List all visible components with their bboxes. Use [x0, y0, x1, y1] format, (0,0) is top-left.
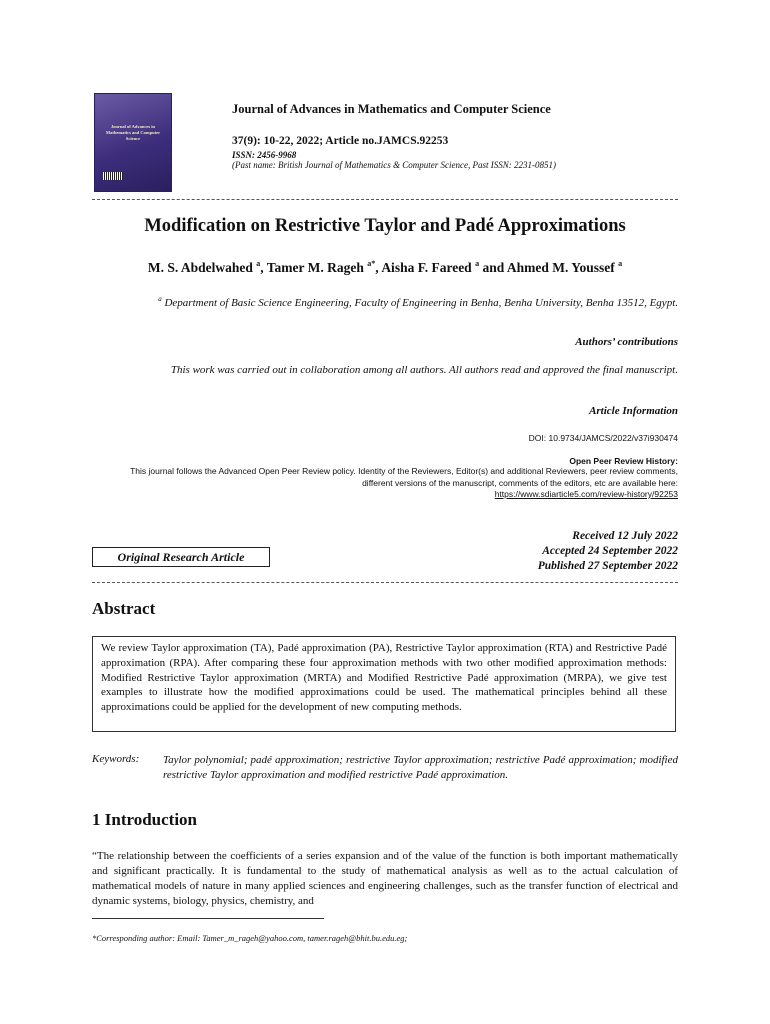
- author-conjunction: and: [479, 260, 507, 275]
- received-date: Received 12 July 2022: [572, 530, 678, 542]
- author-separator: ,: [375, 260, 382, 275]
- journal-volume: 37(9): 10-22, 2022; Article no.JAMCS.92253: [232, 135, 449, 147]
- author-name: Aisha F. Fareed: [381, 260, 472, 275]
- doi-text[interactable]: DOI: 10.9734/JAMCS/2022/v37i930474: [528, 433, 678, 443]
- info-divider: [92, 582, 678, 583]
- keywords-text: Taylor polynomial; padé approximation; restrictive Taylor approximation; restrictive Padé approximation; modified restrictive Taylor approximation and modified restrictive Padé approximation.: [163, 754, 678, 781]
- corresponding-author-footnote: *Corresponding author: Email: Tamer_m_rageh@yahoo.com, tamer.rageh@bhit.bu.edu.eg;: [92, 933, 408, 943]
- introduction-text: “The relationship between the coefficients of a series expansion and of the value of the function is both important mathematically and significant practically. It is fundamental to the study of mathematical analysis as well as to the actual calculation of mathematical models of nature in many applied sciences and engineering challenges, such as the transfer function of electrical and dynamic systems, biology, physics, chemistry, and: [92, 850, 678, 907]
- published-date: Published 27 September 2022: [537, 560, 678, 572]
- contributions-heading: Authors’ contributions: [575, 336, 678, 348]
- journal-cover-image: [94, 93, 172, 192]
- author-name: M. S. Abdelwahed: [147, 260, 253, 275]
- journal-past-name: (Past name: British Journal of Mathematics & Computer Science, Past ISSN: 2231-0851): [232, 160, 556, 170]
- author-affil-mark: a*: [367, 259, 376, 268]
- author-affil-mark: a: [256, 259, 261, 268]
- paper-title: Modification on Restrictive Taylor and Padé Approximations: [144, 216, 626, 236]
- article-type-badge: Original Research Article: [92, 547, 270, 567]
- cover-barcode: [103, 172, 123, 180]
- accepted-date: Accepted 24 September 2022: [542, 545, 678, 557]
- cover-title: Journal of Advances in Mathematics and Computer Science: [105, 124, 161, 141]
- abstract-heading: Abstract: [92, 599, 156, 618]
- author-name: Ahmed M. Youssef: [506, 260, 615, 275]
- author-list: [92, 259, 678, 276]
- open-peer-review-heading: Open Peer Review History:: [569, 456, 678, 466]
- affiliation-text: Department of Basic Science Engineering, Faculty of Engineering in Benha, Benha University, Benha 13512, Egypt.: [161, 297, 678, 309]
- journal-name: Journal of Advances in Mathematics and Computer Science: [232, 102, 551, 116]
- publication-dates: [400, 529, 678, 574]
- opr-description: This journal follows the Advanced Open Peer Review policy. Identity of the Reviewers, Editor(s) and additional Reviewers, peer review comments, different versions of the manuscript, comments of the editors, etc are available here:: [130, 466, 678, 488]
- article-info-heading: Article Information: [589, 405, 678, 417]
- header-divider: [92, 199, 678, 200]
- author-affil-mark: a: [618, 259, 623, 268]
- journal-issn: ISSN: 2456-9968: [232, 150, 297, 160]
- abstract-text: We review Taylor approximation (TA), Padé approximation (PA), Restrictive Taylor approximation (RTA) and Restrictive Padé approximation (RPA). After comparing these four approximation methods with two other modified approximation methods: Modified Restrictive Taylor approximation (MRTA) and Modified Restrictive Padé approximation (MRPA), we give test examples to illustrate how the modified approximations could be used. The mathematical principles behind all these approximations could be applied for the development of new computing methods.: [92, 636, 676, 732]
- affiliation: [100, 292, 678, 311]
- author-name: Tamer M. Rageh: [266, 260, 364, 275]
- contributions-text: This work was carried out in collaboration among all authors. All authors read and approved the final manuscript.: [170, 364, 678, 376]
- footnote-divider: [92, 918, 324, 919]
- author-affil-mark: a: [475, 259, 480, 268]
- review-history-link[interactable]: https://www.sdiarticle5.com/review-history/92253: [494, 489, 678, 499]
- author-separator: ,: [260, 260, 267, 275]
- affiliation-mark: a: [158, 295, 162, 303]
- open-peer-review-text: [100, 466, 678, 501]
- introduction-heading: 1 Introduction: [92, 810, 198, 829]
- keywords-label: Keywords:: [92, 753, 140, 765]
